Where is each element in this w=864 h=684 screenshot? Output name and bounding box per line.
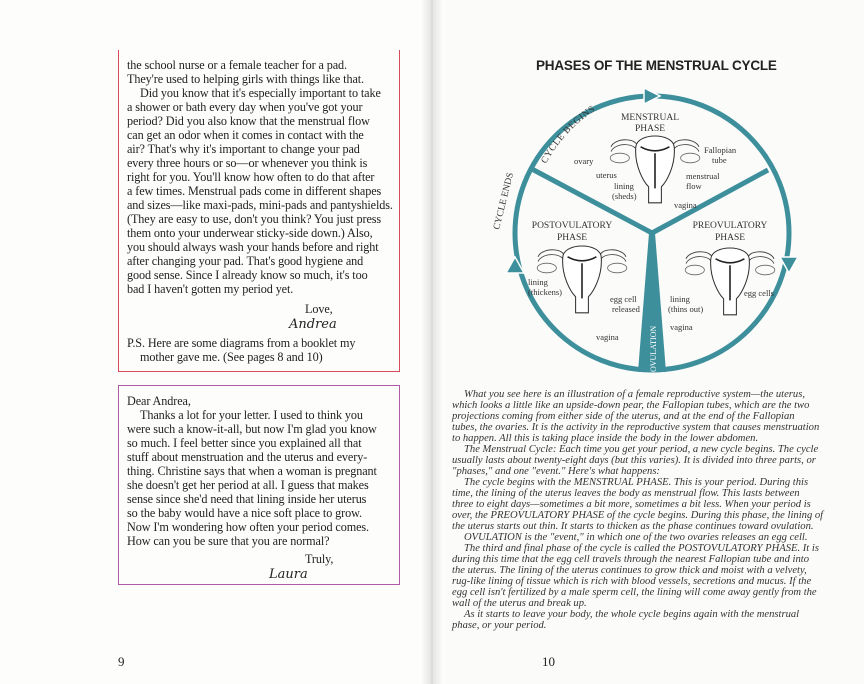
body-line: three to eight days—sometimes a bit more, sometimes a bit less. When your period is bbox=[452, 499, 811, 510]
text-line: How can you be sure that you are normal? bbox=[127, 534, 330, 548]
arrow-right-icon bbox=[644, 88, 660, 104]
laura-letter-body bbox=[127, 408, 377, 548]
label-vagina: vagina bbox=[596, 332, 619, 342]
label-egg: egg cells bbox=[744, 288, 774, 298]
text-line: Now I'm wondering how often your period comes. bbox=[127, 520, 369, 534]
text-line: after changing your pad. That's good hygiene and bbox=[127, 254, 364, 268]
body-line: rug-like lining of tissue which is rich with blood vessels, secretions and mucus. If the bbox=[452, 576, 812, 587]
body-line: during this time that the egg cell travels through the nearest Fallopian tube and into bbox=[452, 554, 810, 565]
body-line: usually lasts about twenty-eight days (but this varies). It is divided into three parts, or bbox=[452, 455, 816, 466]
phase-title: PREOVULATORY bbox=[692, 221, 768, 231]
body-line: The third and final phase of the cycle is called the POSTOVULATORY PHASE. It is bbox=[464, 543, 819, 554]
label-vagina: vagina bbox=[674, 200, 697, 210]
laura-closing: Truly, bbox=[305, 552, 334, 566]
andrea-letter-body bbox=[127, 58, 393, 296]
body-line: the uterus starts out thin. It starts to thicken as the phase continues toward ovulation. bbox=[452, 521, 814, 532]
body-line: tubes, the ovaries. It is the activity in the reproductive system that causes menstruation bbox=[452, 422, 820, 433]
ps-line: mother gave me. (See pages 8 and 10) bbox=[140, 350, 323, 364]
body-line: time, the lining of the uterus leaves the body as menstrual flow. This lasts between bbox=[452, 488, 800, 499]
body-line: projections coming from either side of the uterus, and at the end of the Fallopian bbox=[452, 411, 795, 422]
text-line: so much. I feel better since you explained all that bbox=[127, 436, 362, 450]
label-flow: flow bbox=[686, 181, 702, 191]
text-line: air? That's why it's important to change your pad bbox=[127, 142, 360, 156]
phase-title: MENSTRUAL bbox=[620, 113, 680, 123]
cycle-begins-label: CYCLE BEGINS bbox=[539, 104, 598, 166]
text-line: a shower or bath every day when you've got your bbox=[127, 100, 363, 114]
label-egg: egg cell bbox=[610, 294, 637, 304]
body-line: over, the PREOVULATORY PHASE of the cycle begins. During this phase, the lining of bbox=[452, 510, 824, 521]
postovulatory-phase bbox=[528, 221, 641, 342]
phase-title: PHASE bbox=[634, 124, 666, 134]
text-line: Thanks a lot for your letter. I used to think you bbox=[140, 408, 363, 422]
text-line: sense since she'd need that lining inside her uterus bbox=[127, 492, 367, 506]
laura-letter bbox=[118, 385, 400, 585]
body-line: "phases," and one "event." Here's what happens: bbox=[452, 466, 660, 477]
page-number: 10 bbox=[542, 654, 555, 669]
label-fallopian: Fallopian bbox=[704, 145, 737, 155]
andrea-letter bbox=[118, 50, 400, 372]
label-fallopian: tube bbox=[712, 155, 727, 165]
label-lining: (thins out) bbox=[668, 304, 704, 314]
andrea-closing: Love, bbox=[305, 302, 333, 316]
text-line: Did you know that it's especially important to take bbox=[140, 86, 381, 100]
label-uterus: uterus bbox=[596, 170, 617, 180]
menstrual-cycle-diagram bbox=[490, 80, 820, 380]
text-line: you should always wash your hands before and right bbox=[127, 240, 379, 254]
text-line: thing. Christine says that when a woman is pregnant bbox=[127, 464, 377, 478]
text-line: every three hours or so—or whenever you think is bbox=[127, 156, 368, 170]
text-line: the school nurse or a female teacher for a pad. bbox=[127, 58, 347, 72]
text-line: They're used to helping girls with things like that. bbox=[127, 72, 364, 86]
text-line: a few times. Menstrual pads come in different shapes bbox=[127, 184, 382, 198]
body-line: which looks a little like an upside-down pear, the Fallopian tubes, which are the two bbox=[452, 400, 810, 411]
text-line: (They are easy to use, don't you think? You just press bbox=[127, 212, 382, 226]
text-line: she doesn't get her period at all. I guess that makes bbox=[127, 478, 369, 492]
text-line: period? Did you also know that the menstrual flow bbox=[127, 114, 370, 128]
label-flow: menstrual bbox=[686, 171, 720, 181]
body-text bbox=[452, 389, 823, 631]
menstrual-phase bbox=[574, 113, 737, 210]
body-line: The Menstrual Cycle: Each time you get your period, a new cycle begins. The cycle bbox=[464, 444, 819, 455]
body-line: The cycle begins with the MENSTRUAL PHASE. This is your period. During this bbox=[464, 477, 809, 488]
body-line: egg cell isn't fertilized by a male sperm cell, the lining will come away gently from the bbox=[452, 587, 817, 598]
andrea-signature: Andrea bbox=[289, 317, 337, 332]
body-line: the uterus. The lining of the uterus continues to grow thick and moist with a velvety, bbox=[452, 565, 807, 576]
label-vagina: vagina bbox=[670, 322, 693, 332]
body-line: wall of the uterus and break up. bbox=[452, 598, 587, 609]
body-line: As it starts to leave your body, the whole cycle begins again with the menstrual bbox=[464, 609, 800, 620]
text-line: can get an odor when it comes in contact with the bbox=[127, 128, 364, 142]
ovulation-label: OVULATION bbox=[649, 325, 658, 372]
text-line: good sense. Since I already know so much, it's too bbox=[127, 268, 368, 282]
label-lining: lining bbox=[614, 181, 634, 191]
body-line: What you see here is an illustration of a female reproductive system—the uterus, bbox=[464, 389, 806, 400]
laura-salutation: Dear Andrea, bbox=[127, 394, 191, 408]
andrea-ps bbox=[127, 336, 355, 364]
label-lining: lining bbox=[670, 294, 690, 304]
label-egg: released bbox=[612, 304, 640, 314]
phase-title: PHASE bbox=[714, 233, 746, 243]
text-line: right for you. You'll know how often to do that after bbox=[127, 170, 375, 184]
phase-title: POSTOVULATORY bbox=[531, 221, 613, 231]
text-line: were such a know-it-all, but now I'm glad you know bbox=[127, 422, 377, 436]
text-line: them onto your underwear sticky-side down.) Also, bbox=[127, 226, 373, 240]
text-line: and sizes—like maxi-pads, mini-pads and pantyshields. bbox=[127, 198, 393, 212]
phase-title: PHASE bbox=[556, 233, 588, 243]
text-line: bad I haven't gotten my period yet. bbox=[127, 282, 294, 296]
page-number: 9 bbox=[118, 654, 125, 669]
label-ovary: ovary bbox=[574, 156, 594, 166]
label-lining: (thickens) bbox=[528, 287, 562, 297]
book-gutter bbox=[420, 0, 444, 684]
label-lining: lining bbox=[528, 277, 548, 287]
laura-signature: Laura bbox=[269, 567, 308, 582]
text-line: stuff about menstruation and the uterus and every- bbox=[127, 450, 368, 464]
body-line: OVULATION is the "event," in which one of the two ovaries releases an egg cell. bbox=[464, 532, 808, 543]
text-line: so the baby would have a nice soft place to grow. bbox=[127, 506, 362, 520]
body-line: to happen. All this is taking place inside the body in the lower abdomen. bbox=[452, 433, 759, 444]
page-title: PHASES OF THE MENSTRUAL CYCLE bbox=[536, 58, 777, 73]
body-line: phase, or your period. bbox=[452, 620, 547, 631]
label-lining: (sheds) bbox=[612, 191, 637, 201]
ps-line: P.S. Here are some diagrams from a booklet my bbox=[127, 336, 356, 350]
cycle-ends-label: CYCLE ENDS bbox=[492, 171, 517, 231]
